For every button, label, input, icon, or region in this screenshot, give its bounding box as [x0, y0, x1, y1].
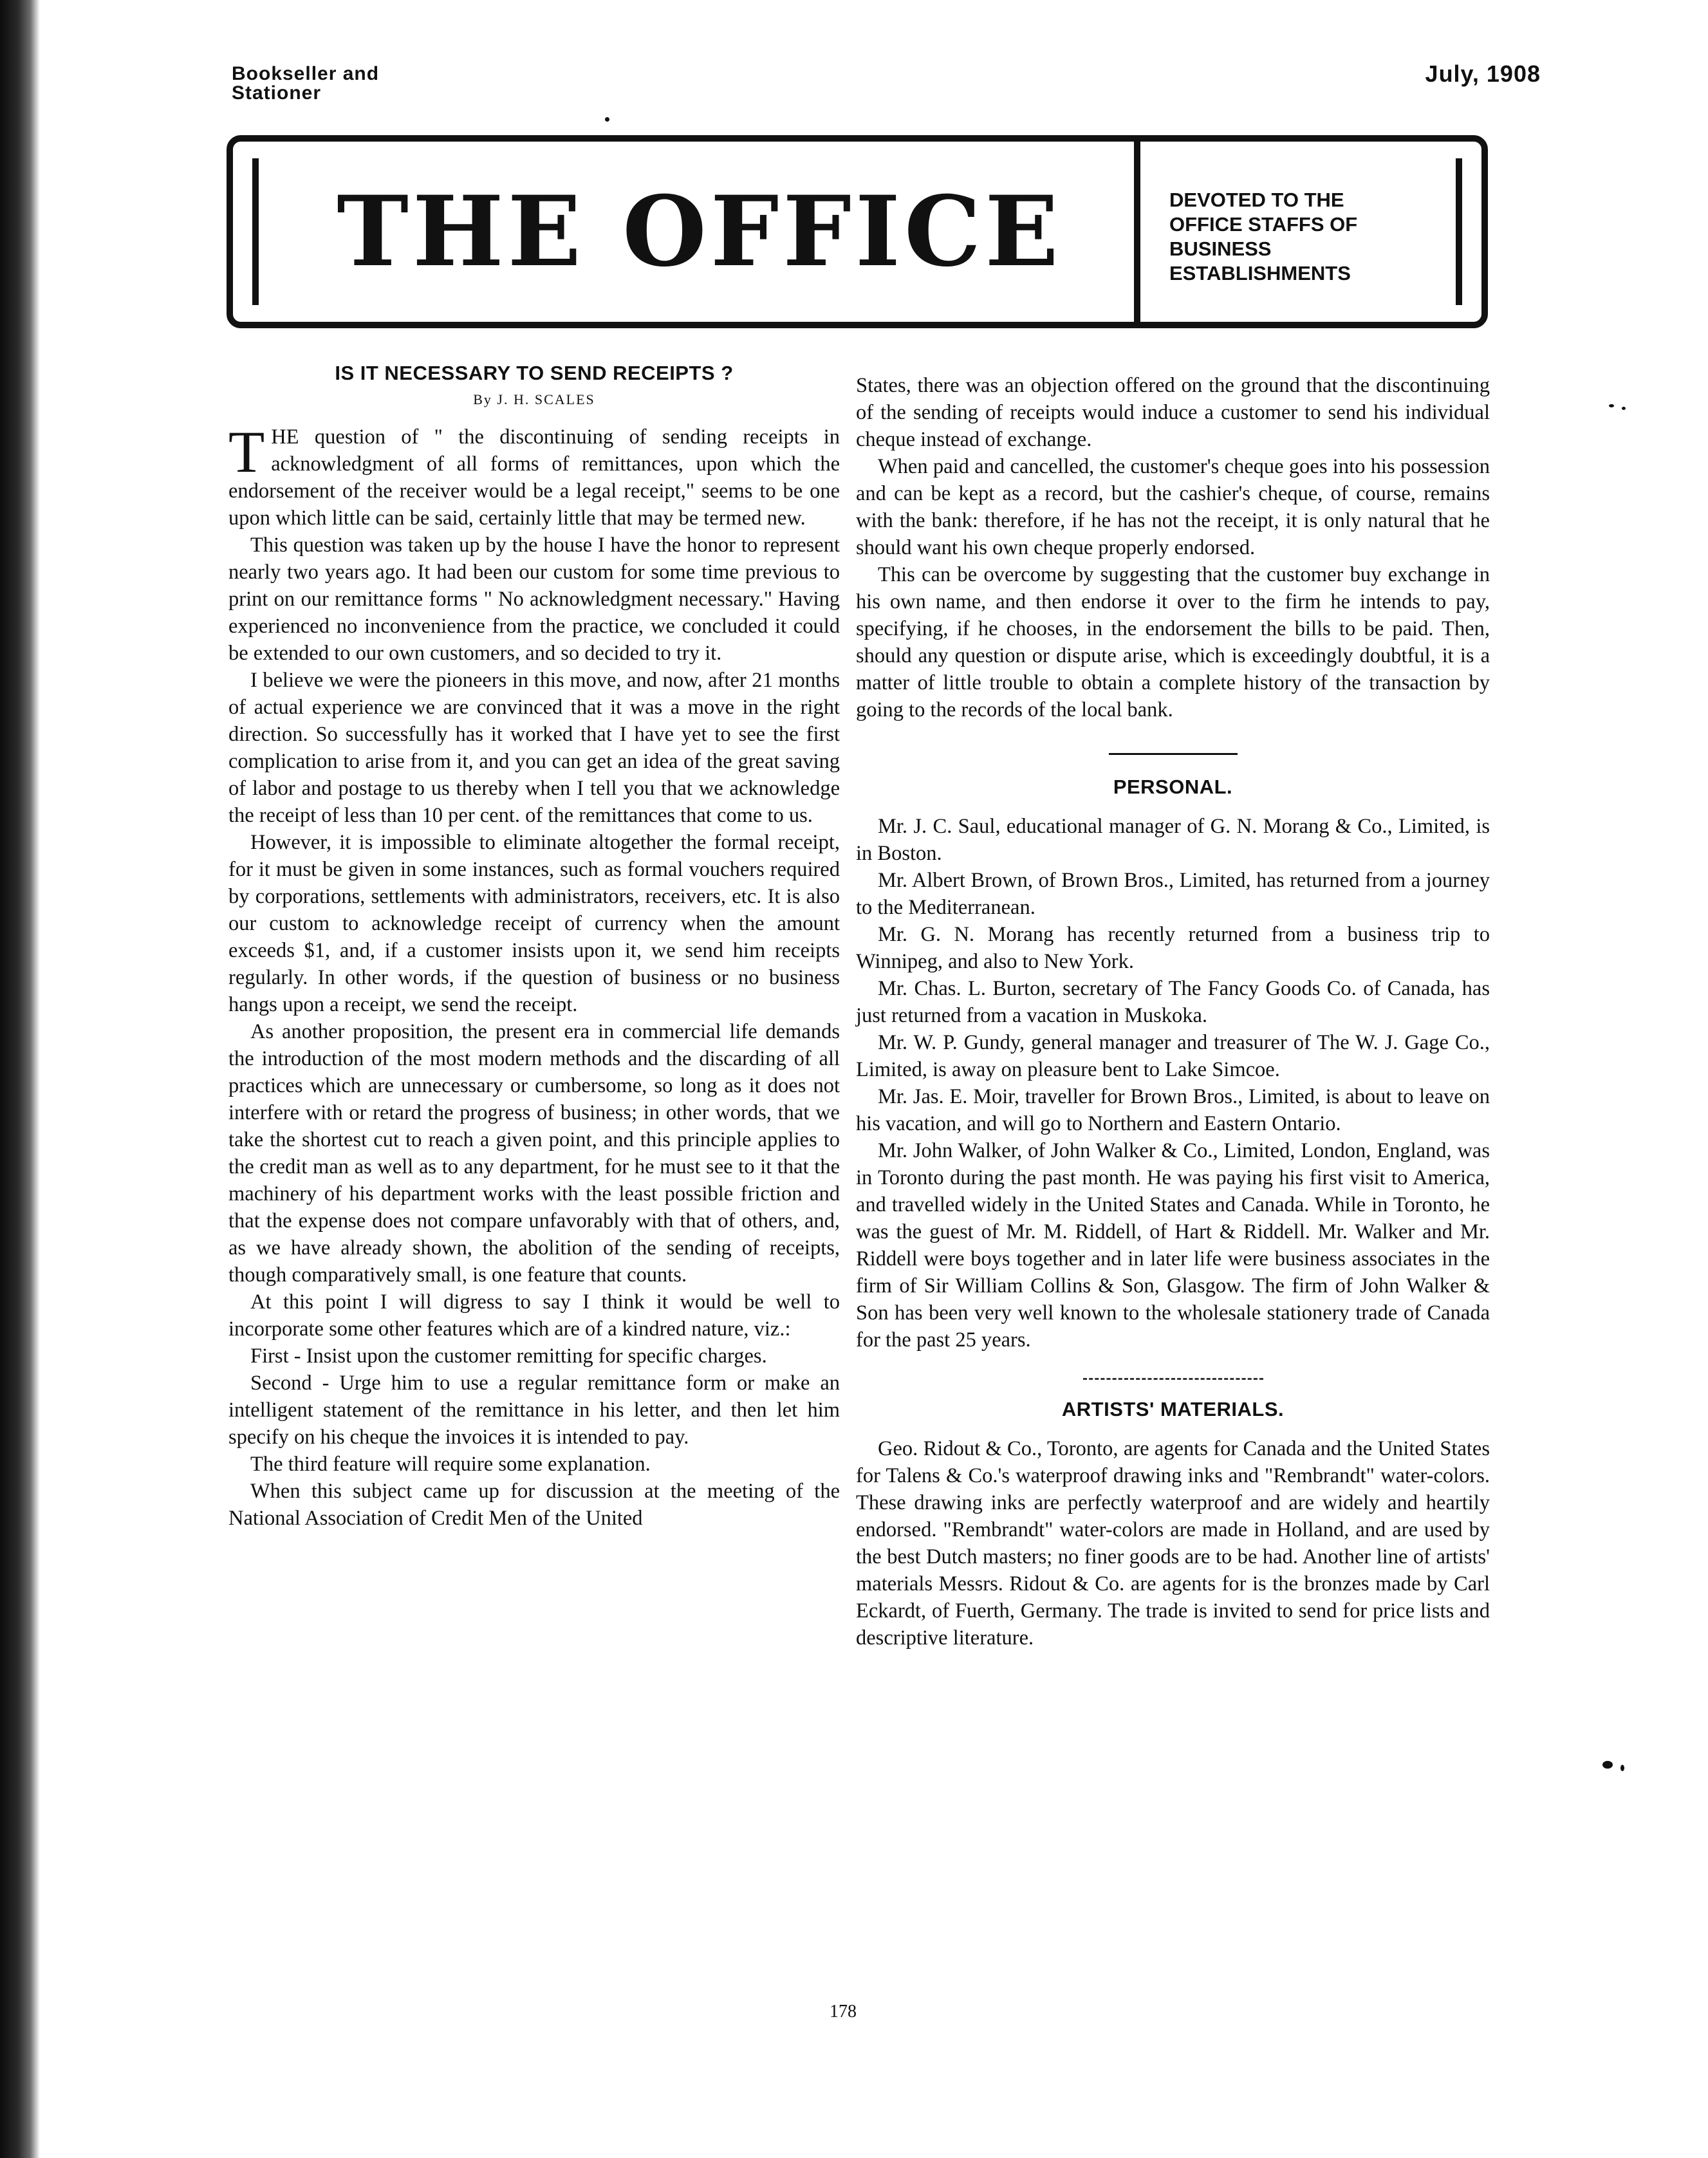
article-column-left: [228, 360, 840, 1532]
print-speck: [605, 117, 609, 122]
article-paragraph: As another proposition, the present era in commercial life demands the introduction of the most modern methods and the discarding of all practices which are unnecessary or cumbersome, so long as it does not interfere with or retard the progress of business; in other words, that we take the shortest cut to reach a given point, and this principle applies to the credit man as well as to any department, for he must see to it that the machinery of his department works with the least possible friction and that the expense does not compare unfavorably with that of others, and, as we have already shown, the abolition of the sending of receipts, though comparatively small, is one feature that counts.: [228, 1020, 840, 1287]
personal-item: Mr. W. P. Gundy, general manager and treasurer of The W. J. Gage Co., Limited, is away on pleasure bent to Lake Simcoe.: [856, 1031, 1490, 1081]
tagline-line: ESTABLISHMENTS: [1169, 262, 1351, 284]
personal-headline: PERSONAL.: [1113, 776, 1233, 798]
drop-cap: T: [228, 419, 265, 485]
print-speck: [1620, 1765, 1624, 1771]
artists-headline: ARTISTS' MATERIALS.: [1061, 1398, 1285, 1420]
article-paragraph: When this subject came up for discussion at the meeting of the National Association of Credit Men of the United: [228, 1480, 840, 1530]
personal-item: Mr. John Walker, of John Walker & Co., Limited, London, England, was in Toronto during the past month. He was paying his first visit to America, and travelled widely in the United States and Canada. While in Toronto, he was the guest of Mr. M. Riddell, of Hart & Riddell. Mr. Walker and Mr. Riddell were boys together and in later life were business associates in the firm of Sir William Collins & Son, Glasgow. The firm of John Walker & Son has been very well known to the wholesale stationery trade of Canada for the past 25 years.: [856, 1139, 1490, 1352]
print-speck: [1622, 407, 1626, 410]
article-paragraph: First - Insist upon the customer remitting for specific charges.: [250, 1344, 767, 1368]
print-speck: [1602, 1761, 1613, 1769]
article-paragraph: The third feature will require some explanation.: [250, 1453, 651, 1476]
personal-item: Mr. Chas. L. Burton, secretary of The Fancy Goods Co. of Canada, has just returned from a vacation in Muskoka.: [856, 977, 1490, 1027]
personal-item: Mr. G. N. Morang has recently returned from a business trip to Winnipeg, and also to New York.: [856, 923, 1490, 973]
personal-item: Mr. Jas. E. Moir, traveller for Brown Bros., Limited, is about to leave on his vacation, and will go to Northern and Eastern Ontario.: [856, 1085, 1490, 1135]
tagline-line: OFFICE STAFFS OF: [1169, 213, 1358, 236]
masthead-tagline: [1169, 188, 1440, 286]
print-speck: [1609, 404, 1614, 407]
page-number: 178: [830, 2002, 857, 2022]
tagline-line: DEVOTED TO THE: [1169, 189, 1344, 211]
masthead-title: THE OFFICE: [337, 175, 1063, 288]
running-head-publication: [232, 64, 379, 103]
article-headline: IS IT NECESSARY TO SEND RECEIPTS ?: [335, 362, 734, 384]
running-head-line: Stationer: [232, 82, 322, 104]
tagline-line: BUSINESS: [1169, 237, 1272, 260]
section-rule: [1083, 1378, 1263, 1380]
running-head-date: July, 1908: [1425, 60, 1541, 87]
running-head-line: Bookseller and: [232, 63, 380, 84]
article-paragraph: [228, 419, 840, 532]
section-rule: [1109, 753, 1238, 755]
article-byline: By J. H. SCALES: [473, 391, 595, 407]
article-paragraph: At this point I will digress to say I think it would be well to incorporate some other features which are of a kindred nature, viz.:: [228, 1290, 840, 1341]
article-paragraph-continued: When paid and cancelled, the customer's cheque goes into his possession and can be kept as a record, but the cashier's cheque, of course, remains with the bank: therefore, if he has not the receipt, it is only natural that he should want his own cheque properly endorsed.: [856, 455, 1490, 559]
first-paragraph-text: HE question of " the discontinuing of sending receipts in acknowledgment of all forms of remittances, upon which the endorsement of the receiver would be a legal receipt," seems to be one upon which little can be said, certainly little that may be termed new.: [228, 425, 840, 530]
article-paragraph: This question was taken up by the house I have the honor to represent nearly two years ago. It had been our custom for some time previous to print on our remittance forms " No acknowledgment necessary." Having experienced no inconvenience from the practice, we concluded it could be extended to our own customers, and so decided to try it.: [228, 534, 840, 665]
page-binding-edge: [0, 0, 40, 2158]
masthead-divider: [1134, 142, 1140, 322]
article-paragraph-continued: This can be overcome by suggesting that the customer buy exchange in his own name, and then endorse it over to the firm he intends to pay, specifying, if he chooses, in the endorsement the bills to be paid. Then, should any question or dispute arise, which is exceedingly doubtful, it is a matter of little trouble to obtain a complete history of the transaction by going to the records of the local bank.: [856, 563, 1490, 721]
article-paragraph-continued: States, there was an objection offered on the ground that the discontinuing of the sending of receipts would induce a customer to send his individual cheque instead of exchange.: [856, 374, 1490, 451]
article-column-right: [856, 372, 1490, 1651]
article-paragraph: I believe we were the pioneers in this move, and now, after 21 months of actual experience we are convinced that it was a move in the right direction. So successfully has it worked that I have yet to see the first complication to arise from it, and you can get an idea of the great saving of labor and postage to us thereby when I tell you that we acknowledge the receipt of less than 10 per cent. of the remittances that come to us.: [228, 669, 840, 827]
artists-paragraph: Geo. Ridout & Co., Toronto, are agents for Canada and the United States for Talens & Co.'s waterproof drawing inks and "Rembrandt" water-colors. These drawing inks are perfectly waterproof and are widely and heartily endorsed. "Rembrandt" water-colors are made in Holland, and are used by the best Dutch masters; no finer goods are to be had. Another line of artists' materials Messrs. Ridout & Co. are agents for is the bronzes made by Carl Eckardt, of Fuerth, Germany. The trade is invited to send for price lists and descriptive literature.: [856, 1437, 1490, 1650]
personal-item: Mr. J. C. Saul, educational manager of G. N. Morang & Co., Limited, is in Boston.: [856, 815, 1490, 865]
article-paragraph: However, it is impossible to eliminate altogether the formal receipt, for it must be given in some instances, such as formal vouchers required by corporations, settlements with administrators, receivers, etc. It is also our custom to acknowledge receipt of currency when the amount exceeds $1, and, if a customer insists upon it, we send him receipts regularly. In other words, if the question of business or no business hangs upon a receipt, we send the receipt.: [228, 831, 840, 1016]
article-paragraph: Second - Urge him to use a regular remittance form or make an intelligent statement of the remittance in his letter, and then let him specify on his cheque the invoices it is intended to pay.: [228, 1372, 840, 1449]
personal-item: Mr. Albert Brown, of Brown Bros., Limited, has returned from a journey to the Mediterranean.: [856, 869, 1490, 919]
masthead: [227, 135, 1488, 328]
